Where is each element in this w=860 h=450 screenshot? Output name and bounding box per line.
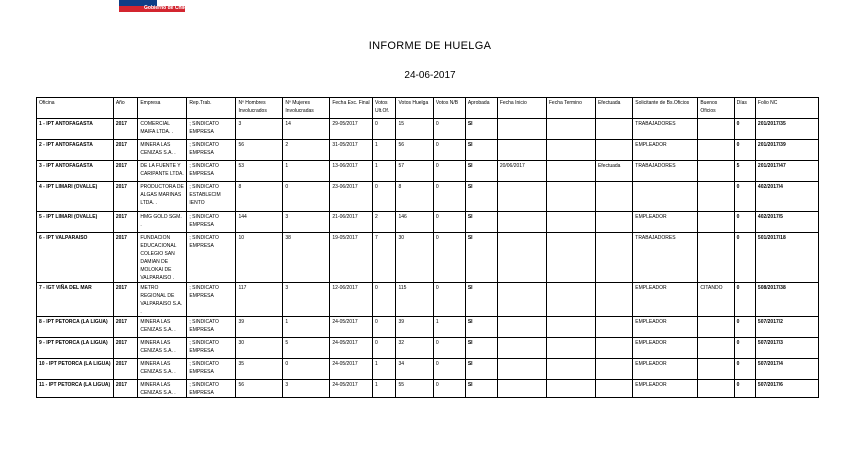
report-title: INFORME DE HUELGA [368,40,492,52]
cell-mujeres: 38 [283,233,330,283]
cell-solicitante: EMPLEADOR [633,140,698,161]
cell-dias: 0 [734,233,755,283]
cell-votos-huelga: 15 [396,119,433,140]
cell-buenos-oficios [698,338,734,359]
column-header: Días [734,98,755,119]
cell-fecha-termino [546,119,595,140]
cell-votos-ult: 7 [373,233,396,283]
cell-hombres: 30 [236,338,283,359]
cell-fecha-inicio [497,359,546,380]
cell-oficina: 11 - IPT PETORCA (LA LIGUA) [37,380,114,398]
cell-dias: 0 [734,338,755,359]
cell-fecha-termino [546,317,595,338]
cell-fecha-exc: 13-06/2017 [330,161,373,182]
cell-aprobada: SI [465,380,497,398]
cell-fecha-termino [546,233,595,283]
cell-anio: 2017 [113,182,138,212]
cell-folio: 402/2017/4 [755,182,818,212]
cell-fecha-exc: 24-05/2017 [330,359,373,380]
cell-votos-nb: 0 [433,338,465,359]
column-header: Votos Ult.Of. [373,98,396,119]
cell-fecha-termino [546,212,595,233]
cell-votos-ult: 1 [373,380,396,398]
cell-hombres: 117 [236,283,283,317]
column-header: Fecha Exc. Final [330,98,373,119]
cell-efectuada [595,182,632,212]
column-header: Solicitante de Bs.Oficios [633,98,698,119]
cell-efectuada [595,233,632,283]
cell-votos-nb: 0 [433,119,465,140]
cell-fecha-inicio [497,283,546,317]
cell-votos-nb: 0 [433,182,465,212]
cell-aprobada: SI [465,338,497,359]
cell-votos-nb: 0 [433,233,465,283]
cell-anio: 2017 [113,359,138,380]
cell-efectuada [595,317,632,338]
cell-dias: 0 [734,317,755,338]
cell-anio: 2017 [113,380,138,398]
table-row [37,140,819,161]
cell-fecha-termino [546,140,595,161]
cell-anio: 2017 [113,212,138,233]
table-body [37,119,819,398]
cell-fecha-inicio [497,317,546,338]
cell-efectuada [595,283,632,317]
cell-votos-huelga: 8 [396,182,433,212]
cell-oficina: 6 - IPT VALPARAISO [37,233,114,283]
cell-anio: 2017 [113,140,138,161]
cell-fecha-termino [546,283,595,317]
cell-solicitante [633,182,698,212]
cell-folio: 501/2017/18 [755,233,818,283]
cell-solicitante: EMPLEADOR [633,338,698,359]
cell-buenos-oficios [698,140,734,161]
cell-buenos-oficios [698,359,734,380]
cell-empresa: MINERA LAS CENIZAS S.A. . [138,338,187,359]
cell-fecha-termino [546,338,595,359]
cell-dias: 0 [734,182,755,212]
cell-fecha-inicio: 20/06/2017 [497,161,546,182]
cell-oficina: 4 - IPT LIMARI (OVALLE) [37,182,114,212]
cell-votos-nb: 0 [433,359,465,380]
cell-rep-trab: ; SINDICATO EMPRESA [187,119,236,140]
cell-votos-huelga: 34 [396,359,433,380]
cell-efectuada: Efectuada [595,161,632,182]
cell-votos-nb: 0 [433,380,465,398]
cell-aprobada: SI [465,119,497,140]
cell-aprobada: SI [465,317,497,338]
cell-empresa: MINERA LAS CENIZAS S.A. . [138,317,187,338]
cell-buenos-oficios [698,119,734,140]
cell-folio: 402/2017/5 [755,212,818,233]
cell-hombres: 53 [236,161,283,182]
cell-folio: 507/2017/4 [755,359,818,380]
cell-hombres: 8 [236,182,283,212]
cell-solicitante: TRABAJADORES [633,161,698,182]
cell-votos-huelga: 56 [396,140,433,161]
cell-rep-trab: ; SINDICATO EMPRESA [187,380,236,398]
cell-hombres: 10 [236,233,283,283]
cell-rep-trab: ; SINDICATO EMPRESA [187,338,236,359]
cell-fecha-termino [546,161,595,182]
cell-buenos-oficios [698,317,734,338]
cell-fecha-exc: 23-06/2017 [330,182,373,212]
cell-efectuada [595,380,632,398]
cell-buenos-oficios [698,212,734,233]
cell-anio: 2017 [113,283,138,317]
cell-votos-nb: 1 [433,317,465,338]
cell-aprobada: SI [465,182,497,212]
cell-folio: 201/2017/35 [755,119,818,140]
cell-mujeres: 1 [283,161,330,182]
cell-empresa: MINERA LAS CENIZAS S.A. . [138,359,187,380]
cell-rep-trab: ; SINDICATO EMPRESA [187,212,236,233]
cell-dias: 0 [734,283,755,317]
cell-hombres: 56 [236,140,283,161]
cell-fecha-exc: 31-05/2017 [330,140,373,161]
column-header: Votos Huelga [396,98,433,119]
cell-fecha-inicio [497,119,546,140]
cell-rep-trab: ; SINDICATO EMPRESA [187,140,236,161]
cell-folio: 201/2017/47 [755,161,818,182]
cell-anio: 2017 [113,317,138,338]
cell-oficina: 10 - IPT PETORCA (LA LIGUA) [37,359,114,380]
cell-fecha-inicio [497,380,546,398]
cell-fecha-exc: 12-06/2017 [330,283,373,317]
cell-fecha-exc: 19-05/2017 [330,233,373,283]
cell-buenos-oficios [698,380,734,398]
column-header: Rep.Trab. [187,98,236,119]
cell-aprobada: SI [465,161,497,182]
cell-anio: 2017 [113,233,138,283]
cell-rep-trab: ; SINDICATO EMPRESA [187,359,236,380]
cell-buenos-oficios [698,182,734,212]
cell-fecha-inicio [497,233,546,283]
cell-solicitante: EMPLEADOR [633,283,698,317]
table-row [37,317,819,338]
cell-folio: 507/2017/6 [755,380,818,398]
cell-votos-huelga: 39 [396,317,433,338]
cell-votos-ult: 0 [373,119,396,140]
cell-mujeres: 3 [283,283,330,317]
cell-mujeres: 5 [283,338,330,359]
cell-votos-ult: 1 [373,359,396,380]
column-header: Buenos Oficios [698,98,734,119]
cell-mujeres: 14 [283,119,330,140]
cell-folio: 507/2017/2 [755,317,818,338]
cell-mujeres: 1 [283,317,330,338]
cell-fecha-exc: 24-05/2017 [330,380,373,398]
cell-anio: 2017 [113,119,138,140]
cell-votos-nb: 0 [433,161,465,182]
cell-rep-trab: ; SINDICATO ESTABLECIM IENTO [187,182,236,212]
cell-anio: 2017 [113,161,138,182]
cell-buenos-oficios [698,233,734,283]
table-row [37,380,819,398]
cell-hombres: 3 [236,119,283,140]
cell-oficina: 3 - IPT ANTOFAGASTA [37,161,114,182]
table-row [37,212,819,233]
cell-folio: 201/2017/39 [755,140,818,161]
column-header: Nº Mujeres Involucradas [283,98,330,119]
cell-aprobada: SI [465,233,497,283]
cell-oficina: 1 - IPT ANTOFAGASTA [37,119,114,140]
cell-aprobada: SI [465,359,497,380]
column-header: Empresa [138,98,187,119]
cell-folio: 507/2017/3 [755,338,818,359]
table-row [37,233,819,283]
column-header: Fecha Termino [546,98,595,119]
cell-oficina: 2 - IPT ANTOFAGASTA [37,140,114,161]
cell-solicitante: TRABAJADORES [633,233,698,283]
cell-dias: 0 [734,212,755,233]
cell-votos-huelga: 115 [396,283,433,317]
cell-mujeres: 3 [283,380,330,398]
cell-votos-ult: 0 [373,182,396,212]
cell-votos-huelga: 30 [396,233,433,283]
cell-votos-nb: 0 [433,212,465,233]
cell-anio: 2017 [113,338,138,359]
cell-rep-trab: ; SINDICATO EMPRESA [187,161,236,182]
cell-hombres: 39 [236,317,283,338]
cell-mujeres: 3 [283,212,330,233]
column-header: Votos N/B [433,98,465,119]
cell-solicitante: EMPLEADOR [633,317,698,338]
cell-oficina: 9 - IPT PETORCA (LA LIGUA) [37,338,114,359]
table-header-row [37,98,819,119]
column-header: Efectuada [595,98,632,119]
cell-efectuada [595,338,632,359]
cell-aprobada: SI [465,212,497,233]
cell-votos-ult: 0 [373,283,396,317]
cell-oficina: 7 - IGT VIÑA DEL MAR [37,283,114,317]
logo-text: Gobierno de Chile [144,5,188,11]
cell-votos-ult: 1 [373,161,396,182]
cell-folio: 508/2017/38 [755,283,818,317]
cell-solicitante: EMPLEADOR [633,380,698,398]
cell-votos-ult: 1 [373,140,396,161]
cell-votos-nb: 0 [433,283,465,317]
cell-fecha-inicio [497,182,546,212]
cell-fecha-exc: 21-06/2017 [330,212,373,233]
strike-report-table [36,97,819,398]
cell-empresa: MINERA LAS CENIZAS S.A. . [138,380,187,398]
column-header: Aprobada [465,98,497,119]
cell-votos-huelga: 57 [396,161,433,182]
cell-mujeres: 0 [283,182,330,212]
cell-buenos-oficios: CITANDO [698,283,734,317]
cell-empresa: DE LA FUENTE Y CARIPANTE LTDA. [138,161,187,182]
cell-votos-ult: 2 [373,212,396,233]
cell-solicitante: TRABAJADORES [633,119,698,140]
cell-fecha-inicio [497,212,546,233]
cell-buenos-oficios [698,161,734,182]
cell-rep-trab: ; SINDICATO EMPRESA [187,317,236,338]
cell-dias: 5 [734,161,755,182]
cell-fecha-termino [546,380,595,398]
cell-votos-ult: 0 [373,338,396,359]
cell-solicitante: EMPLEADOR [633,212,698,233]
cell-dias: 0 [734,119,755,140]
cell-efectuada [595,359,632,380]
cell-empresa: COMERCIAL MAIFA LTDA. . [138,119,187,140]
cell-fecha-exc: 29-05/2017 [330,119,373,140]
cell-empresa: HMG GOLD SGM. . [138,212,187,233]
cell-fecha-exc: 24-05/2017 [330,317,373,338]
cell-aprobada: SI [465,283,497,317]
cell-hombres: 35 [236,359,283,380]
cell-mujeres: 2 [283,140,330,161]
cell-empresa: FUNDACION EDUCACIONAL COLEGIO SAN DAMIAN DE MOLOKAI DE VALPARAISO . [138,233,187,283]
cell-oficina: 5 - IPT LIMARI (OVALLE) [37,212,114,233]
cell-empresa: MINERA LAS CENIZAS S.A. . [138,140,187,161]
cell-efectuada [595,212,632,233]
column-header: Folio NC [755,98,818,119]
cell-votos-huelga: 55 [396,380,433,398]
table-row [37,161,819,182]
table-row [37,182,819,212]
cell-hombres: 144 [236,212,283,233]
cell-aprobada: SI [465,140,497,161]
cell-votos-huelga: 146 [396,212,433,233]
cell-efectuada [595,119,632,140]
cell-dias: 0 [734,380,755,398]
cell-dias: 0 [734,359,755,380]
column-header: Fecha Inicio [497,98,546,119]
column-header: Año [113,98,138,119]
table-row [37,359,819,380]
cell-fecha-termino [546,182,595,212]
table-row [37,283,819,317]
cell-votos-nb: 0 [433,140,465,161]
table-row [37,119,819,140]
cell-rep-trab: ; SINDICATO EMPRESA [187,233,236,283]
cell-mujeres: 0 [283,359,330,380]
column-header: Nº Hombres Involucrados [236,98,283,119]
cell-empresa: METRO REGIONAL DE VALPARAISO S.A. . [138,283,187,317]
cell-fecha-inicio [497,338,546,359]
cell-rep-trab: ; SINDICATO EMPRESA [187,283,236,317]
cell-hombres: 56 [236,380,283,398]
cell-fecha-inicio [497,140,546,161]
cell-votos-huelga: 32 [396,338,433,359]
cell-efectuada [595,140,632,161]
cell-oficina: 8 - IPT PETORCA (LA LIGUA) [37,317,114,338]
table-row [37,338,819,359]
cell-dias: 0 [734,140,755,161]
cell-fecha-exc: 24-05/2017 [330,338,373,359]
column-header: Oficina [37,98,114,119]
cell-empresa: PRODUCTORA DE ALGAS MARINAS LTDA. . [138,182,187,212]
cell-fecha-termino [546,359,595,380]
report-date: 24-06-2017 [404,70,456,81]
cell-votos-ult: 0 [373,317,396,338]
cell-solicitante: EMPLEADOR [633,359,698,380]
gobierno-logo [119,0,188,12]
